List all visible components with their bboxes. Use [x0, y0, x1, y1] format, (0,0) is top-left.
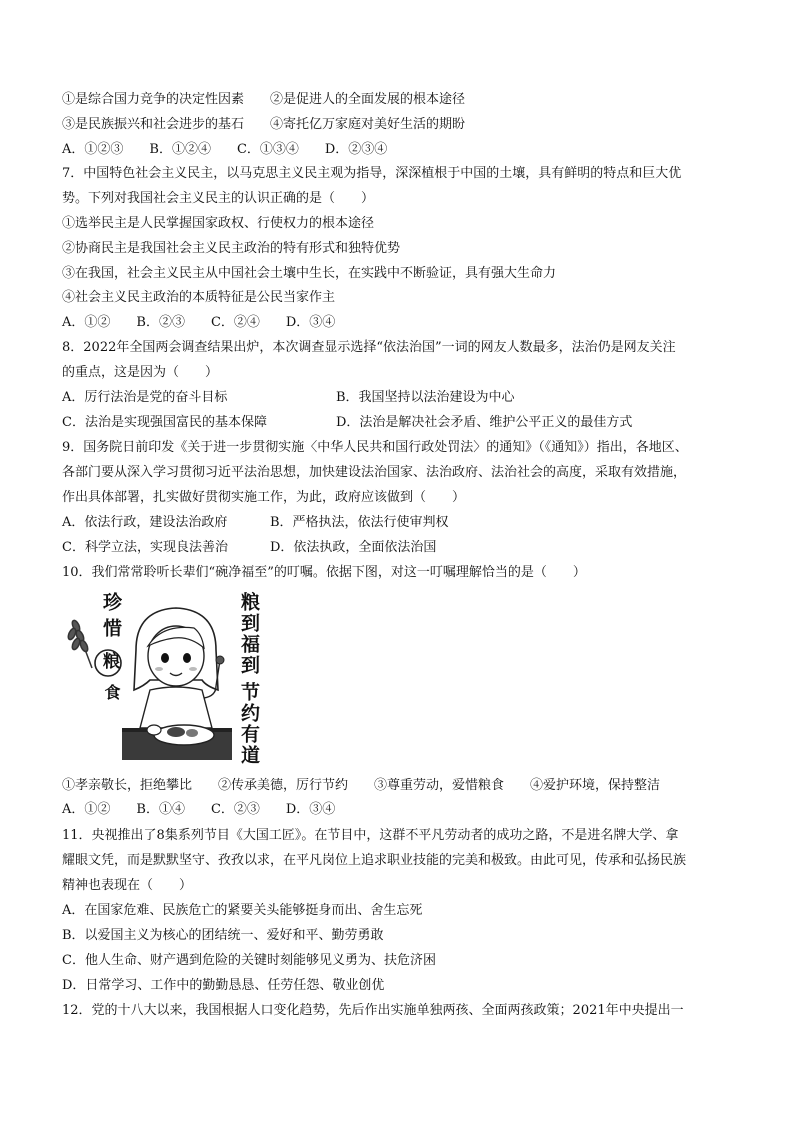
q6-options: A．①②③ B．①②④ C．①③④ D．②③④	[62, 142, 388, 157]
slogan-right-col2: 节约有道	[238, 682, 260, 766]
plate-icon	[154, 725, 214, 745]
q10-stem: 10．我们常常聆听长辈们“碗净福至”的叮嘱。依据下图，对这一叮嘱理解恰当的是（ ）	[62, 565, 586, 580]
q8-option-b: B．我国坚持以法治建设为中心	[336, 390, 515, 405]
slogan-left-circle: 粮	[99, 652, 119, 671]
slogan-left-bottom: 食	[102, 684, 121, 702]
q7-stem-line2: 势。下列对我国社会主义民主的认识正确的是（ ）	[62, 191, 375, 206]
q11-option-b: B．以爱国主义为核心的团结统一、爱好和平、勤劳勇敢	[62, 928, 384, 943]
food-bite	[216, 656, 224, 664]
q7-statement-3: ③在我国，社会主义民主从中国社会土壤中生长，在实践中不断验证，具有强大生命力	[62, 266, 557, 281]
q9-stem-line3: 作出具体部署，扎实做好贯彻实施工作，为此，政府应该做到（ ）	[62, 490, 466, 505]
q8-option-c: C．法治是实现强国富民的基本保障	[62, 415, 267, 430]
slogan-left-top-b: 惜	[100, 618, 122, 639]
q11-stem-line2: 耀眼文凭，而是默默坚守、孜孜以求，在平凡岗位上追求职业技能的完美和极致。由此可见，传承和弘扬民族	[62, 853, 687, 868]
q11-stem-line1: 11．央视推出了8集系列节目《大国工匠》。在节目中，这群不平凡劳动者的成功之路，不是进名牌大学、拿	[62, 828, 679, 843]
slogan-left-top-a: 珍	[100, 592, 122, 613]
q9-stem-line2: 各部门要从深入学习贯彻习近平法治思想，加快建设法治国家、法治政府、法治社会的高度，采取有效措施，	[62, 465, 687, 480]
q7-statement-1: ①选举民主是人民掌握国家政权、行使权力的根本途径	[62, 216, 375, 231]
q6-statement-1-2: ①是综合国力竞争的决定性因素 ②是促进人的全面发展的根本途径	[62, 92, 466, 107]
girl-right-cheek	[189, 667, 197, 671]
q9-stem-line1: 9．国务院日前印发《关于进一步贯彻实施〈中华人民共和国行政处罚法〉的通知》（《通知》）指出，各地区、	[62, 440, 688, 455]
q8-stem-line2: 的重点，这是因为（ ）	[62, 365, 219, 380]
q9-option-c: C．科学立法，实现良法善治	[62, 540, 228, 555]
q7-stem-line1: 7．中国特色社会主义民主，以马克思主义民主观为指导，深深植根于中国的土壤，具有鲜明的特点和巨大优	[62, 166, 682, 181]
q8-option-d: D．法治是解决社会矛盾、维护公平正义的最佳方式	[336, 415, 633, 430]
q10-illustration	[66, 590, 272, 768]
q8-stem-line1: 8．2022年全国两会调查结果出炉，本次调查显示选择“依法治国”一词的网友人数最多，法治仍是网友关注	[62, 340, 676, 355]
q7-options: A．①② B．②③ C．②④ D．③④	[62, 315, 336, 330]
girl-right-eye	[183, 653, 191, 663]
q11-stem-line3: 精神也表现在（ ）	[62, 878, 193, 893]
q6-statement-3-4: ③是民族振兴和社会进步的基石 ④寄托亿万家庭对美好生活的期盼	[62, 117, 466, 132]
q11-option-a: A．在国家危难、民族危亡的紧要关头能够挺身而出、舍生忘死	[62, 903, 423, 918]
wheat-icon	[67, 619, 92, 668]
girl-hand	[147, 725, 161, 735]
q7-statement-4: ④社会主义民主政治的本质特征是公民当家作主	[62, 290, 336, 305]
q12-stem-line1: 12．党的十八大以来，我国根据人口变化趋势，先后作出实施单独两孩、全面两孩政策；2021年中央提出一	[62, 1003, 684, 1018]
q11-option-c: C．他人生命、财产遇到危险的关键时刻能够见义勇为、扶危济困	[62, 953, 436, 968]
slogan-right-col1: 粮到福到	[238, 592, 260, 676]
q8-option-a: A．厉行法治是党的奋斗目标	[62, 390, 228, 405]
q11-option-d: D．日常学习、工作中的勤勤恳恳、任劳任怨、敬业创优	[62, 978, 385, 993]
girl-left-cheek	[155, 667, 163, 671]
q9-option-b: B．严格执法，依法行使审判权	[270, 515, 449, 530]
q10-statements: ①孝亲敬长，拒绝攀比 ②传承美德，厉行节约 ③尊重劳动，爱惜粮食 ④爱护环境，保持整洁	[62, 778, 661, 793]
q7-statement-2: ②协商民主是我国社会主义民主政治的特有形式和独特优势	[62, 241, 401, 256]
girl-body	[140, 687, 212, 728]
q9-option-d: D．依法执政，全面依法治国	[270, 540, 437, 555]
q10-options: A．①② B．①④ C．②③ D．③④	[62, 802, 336, 817]
plate-food-1	[167, 727, 185, 737]
girl-left-eye	[161, 653, 169, 663]
plate-food-2	[186, 729, 198, 737]
q9-option-a: A．依法行政，建设法治政府	[62, 515, 228, 530]
